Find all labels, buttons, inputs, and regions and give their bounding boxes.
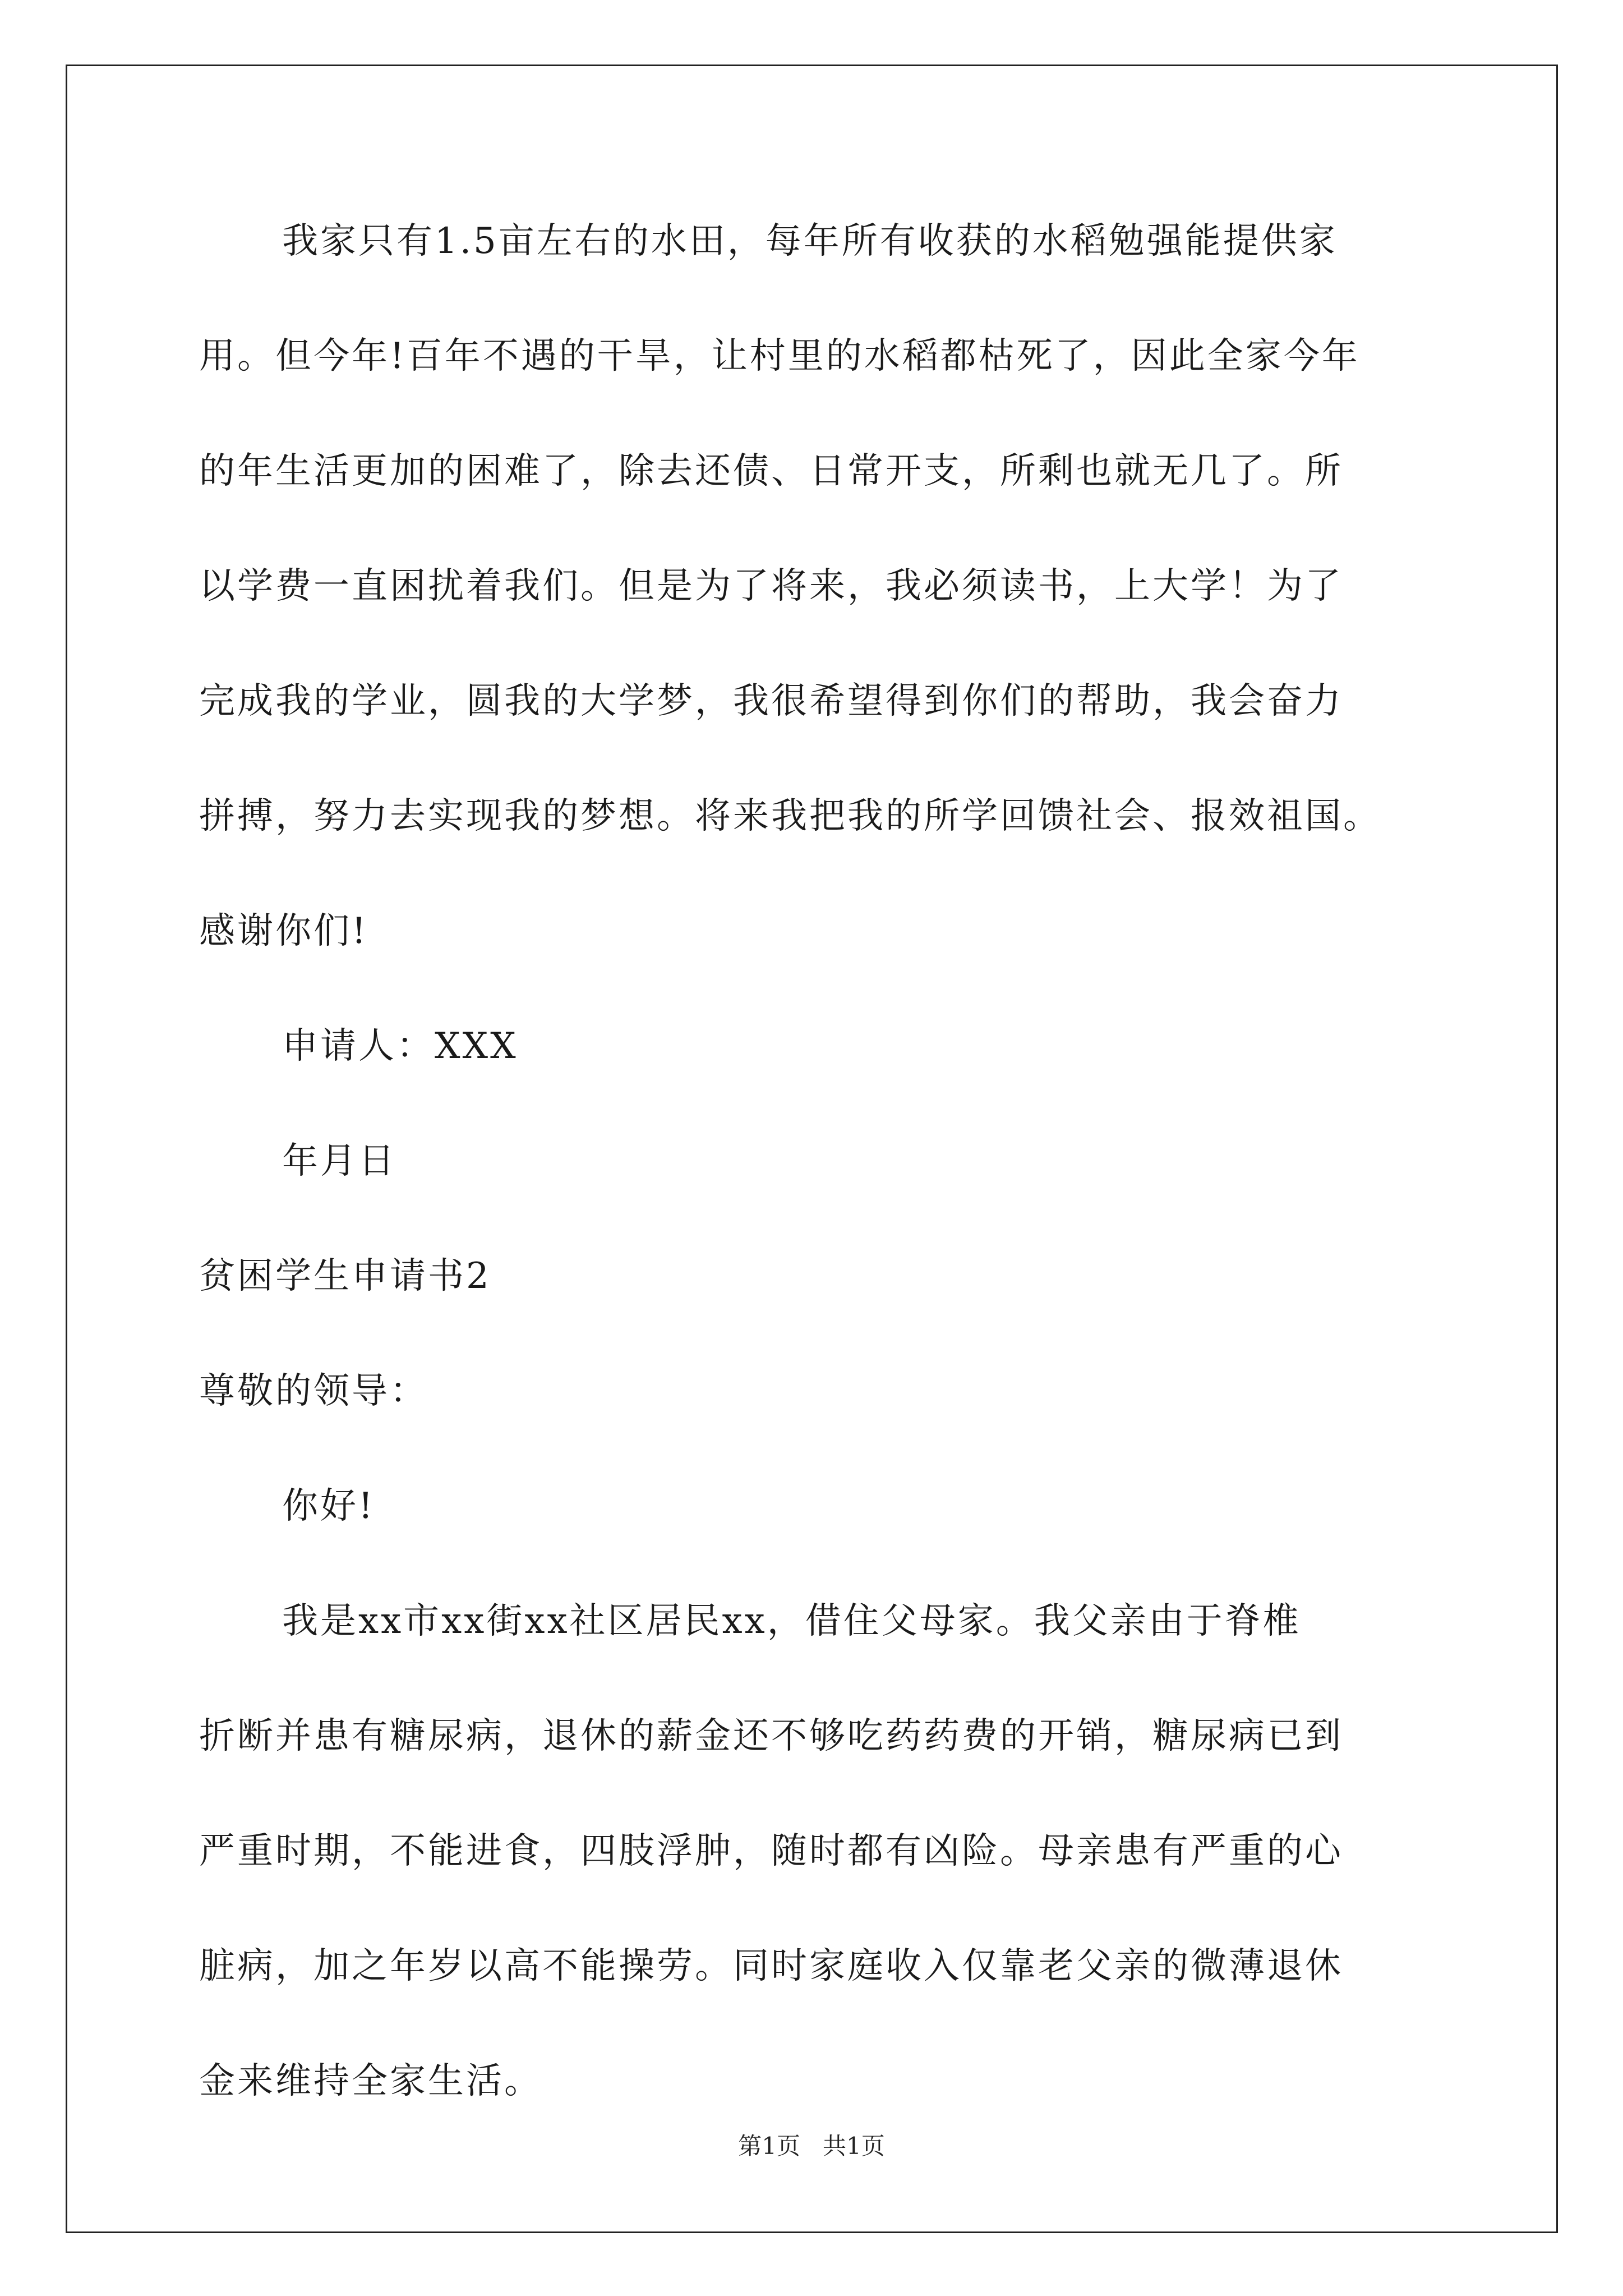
page-number-footer: 第1页 共1页 [738, 2132, 885, 2160]
paragraph-line: 我家只有1.5亩左右的水田，每年所有收获的水稻勉强能提供家 [282, 220, 1338, 262]
section-title: 贫困学生申请书2 [199, 1255, 491, 1297]
paragraph-line: 感谢你们! [199, 910, 368, 952]
paragraph-line: 用。但今年!百年不遇的干旱，让村里的水稻都枯死了，因此全家今年 [199, 335, 1360, 377]
date-line: 年月日 [282, 1140, 396, 1182]
paragraph-line: 以学费一直困扰着我们。但是为了将来，我必须读书，上大学！为了 [199, 565, 1343, 607]
salutation: 尊敬的领导： [199, 1370, 428, 1412]
greeting: 你好! [282, 1485, 375, 1527]
paragraph-line: 折断并患有糖尿病，退休的薪金还不够吃药药费的开销，糖尿病已到 [199, 1715, 1343, 1757]
applicant-line: 申请人：XXX [282, 1025, 518, 1067]
paragraph-line: 脏病，加之年岁以高不能操劳。同时家庭收入仅靠老父亲的微薄退休 [199, 1945, 1343, 1987]
document-body [199, 208, 1433, 2162]
paragraph-line: 完成我的学业，圆我的大学梦，我很希望得到你们的帮助，我会奋力 [199, 680, 1343, 722]
paragraph-line: 严重时期，不能进食，四肢浮肿，随时都有凶险。母亲患有严重的心 [199, 1830, 1343, 1872]
paragraph-line: 拼搏，努力去实现我的梦想。将来我把我的所学回馈社会、报效祖国。 [199, 795, 1381, 837]
paragraph-line: 我是xx市xx街xx社区居民xx，借住父母家。我父亲由于脊椎 [282, 1600, 1301, 1642]
paragraph-line: 的年生活更加的困难了，除去还债、日常开支，所剩也就无几了。所 [199, 450, 1343, 492]
paragraph-line: 金来维持全家生活。 [199, 2060, 542, 2102]
